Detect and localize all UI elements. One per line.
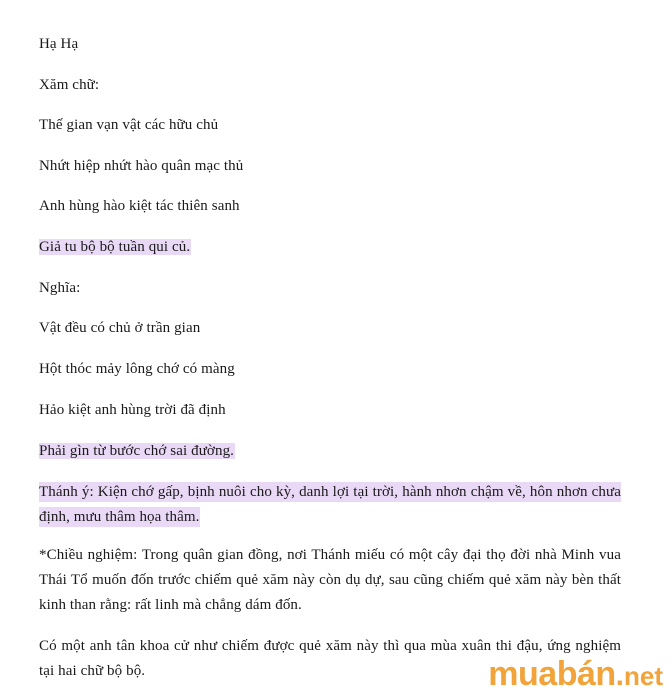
watermark-tld: net <box>624 661 663 691</box>
meaning-line-1 <box>39 318 200 338</box>
meaning-line-2 <box>39 359 235 379</box>
chieu-nghiem-text: *Chiều nghiệm: Trong quân gian đồng, nơi Thánh miếu có một cây đại thọ đời nhà Minh vua Thái Tổ muốn đốn trước chiếm quẻ xăm này còn dụ dự, sau cũng chiếm quẻ xăm này bèn thất kinh than rằng: rất linh mà chẳng dám đốn. <box>39 547 621 613</box>
watermark-brand: muabán <box>488 655 616 693</box>
meaning-text-1: Vật đều có chủ ở trần gian <box>39 320 201 336</box>
meaning-line-4-highlighted <box>39 441 235 461</box>
muaban-watermark-logo <box>488 655 663 694</box>
xam-chu-label <box>39 75 99 95</box>
verse-text-2: Nhứt hiệp nhứt hào quân mạc thủ <box>39 158 244 174</box>
watermark-dot: . <box>615 659 624 692</box>
verse-line-4-highlighted <box>39 237 191 257</box>
meaning-text-3: Hảo kiệt anh hùng trời đã định <box>39 402 226 418</box>
verse-text-3: Anh hùng hào kiệt tác thiên sanh <box>39 198 240 214</box>
thanh-y-text: Thánh ý: Kiện chớ gấp, bịnh nuôi cho kỳ, danh lợi tại trời, hành nhơn chậm về, hôn nhơn chưa định, mưu thâm họa thâm. <box>39 484 621 525</box>
verse-line-3 <box>39 196 240 216</box>
author-line <box>39 34 78 54</box>
thanh-y-paragraph <box>39 480 621 530</box>
xam-chu-text: Xăm chữ: <box>39 77 100 93</box>
verse-text-1: Thế gian vạn vật các hữu chủ <box>39 117 219 133</box>
ung-nghiem-text: Có một anh tân khoa cử như chiếm được quẻ xăm này thì qua mùa xuân thi đậu, ứng nghiệm tại hai chữ bộ bộ. <box>39 638 621 679</box>
author-text: Hạ Hạ <box>39 36 79 52</box>
chieu-nghiem-paragraph <box>39 543 621 618</box>
verse-line-2 <box>39 156 243 176</box>
meaning-text-4: Phải gìn từ bước chớ sai đường. <box>39 443 235 459</box>
meaning-line-3 <box>39 400 226 420</box>
nghia-text: Nghĩa: <box>39 280 81 296</box>
verse-line-1 <box>39 115 218 135</box>
verse-text-4: Giả tu bộ bộ tuần qui củ. <box>39 239 191 255</box>
meaning-text-2: Hột thóc mảy lông chớ có màng <box>39 361 235 377</box>
nghia-label <box>39 278 80 298</box>
